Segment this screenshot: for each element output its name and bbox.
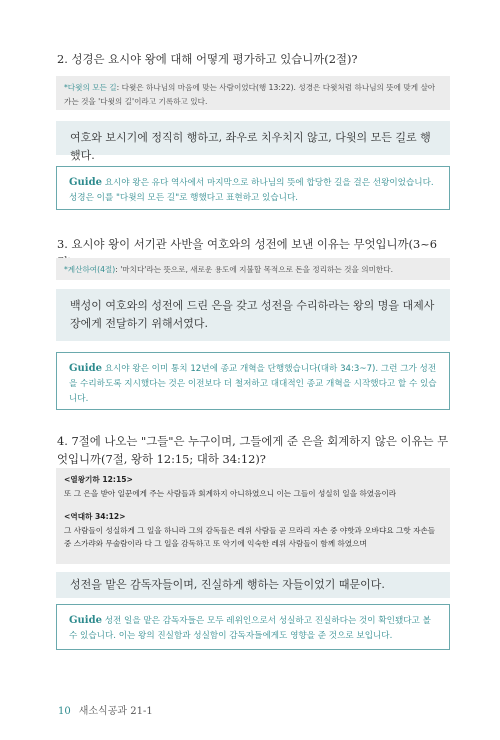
reference-title-1: <열왕기하 12:15> <box>64 475 133 484</box>
guide-label: Guide <box>69 615 102 626</box>
reference-title-2: <역대하 34:12> <box>64 512 126 521</box>
answer-box-q2: 여호와 보시기에 정직히 행하고, 좌우로 치우치지 않고, 다윗의 모든 길로 행했다. <box>56 121 450 155</box>
note-box-q3 <box>56 258 450 280</box>
reference-text-2: 그 사람들이 성실하게 그 일을 하니라 그의 감독들은 레위 사람들 곧 므라리 자손 중 야핫과 오바댜요 그핫 자손들 중 스가랴와 무술람이라 다 그 일을 감독하고 또 악기에 익숙한 레위 사람들이 함께 하였으며 <box>64 525 436 548</box>
note-text: : '마치다'라는 뜻으로, 새로운 용도에 지불할 목적으로 돈을 정리하는 것을 의미한다. <box>115 265 394 274</box>
answer-box-q4: 성전을 맡은 감독자들이며, 진실하게 행하는 자들이었기 때문이다. <box>56 572 450 598</box>
guide-text: 성전 일을 맡은 감독자들은 모두 레위인으로서 성실하고 진실하다는 것이 확인됐다고 볼 수 있습니다. 이는 왕의 진실함과 성실함이 감독자들에게도 영향을 준 것으로 보입니다. <box>69 616 431 641</box>
page-number: 10 <box>58 706 71 717</box>
page-footer <box>58 702 153 717</box>
note-box-q2 <box>56 76 450 110</box>
book-title: 새소식공과 21-1 <box>78 706 153 717</box>
guide-box-q4 <box>56 604 450 650</box>
guide-text: 요시야 왕은 유다 역사에서 마지막으로 하나님의 뜻에 합당한 길을 걸은 선왕이었습니다. 성경은 이를 "다윗의 모든 길"로 행했다고 표현하고 있습니다. <box>69 178 434 203</box>
guide-label: Guide <box>69 363 102 374</box>
guide-text: 요시야 왕은 이미 통치 12년에 종교 개혁을 단행했습니다(대하 34:3~7). 그런 그가 성전을 수리하도록 지시했다는 것은 이전보다 더 철저하고 대대적인 종교 개혁을 시작했다고 할 수 있습니다. <box>69 364 437 404</box>
note-text: : 다윗은 하나님의 마음에 맞는 사람이었다(행 13:22). 성경은 다윗처럼 하나님의 뜻에 맞게 살아가는 것을 '다윗의 길'이라고 기록하고 있다. <box>64 83 436 106</box>
note-term: *계산하여(4절) <box>64 265 116 274</box>
question-3: 3. 요시야 왕이 서기관 사반을 여호와의 성전에 보낸 이유는 무엇입니까(3~6 <box>57 237 438 251</box>
note-term: *다윗의 모든 길 <box>64 83 117 92</box>
reference-text-1: 또 그 은을 받아 일꾼에게 주는 사람들과 회계하지 아니하였으니 이는 그들이 성실히 일을 하였음이라 <box>64 488 397 498</box>
answer-box-q3: 백성이 여호와의 성전에 드린 은을 갖고 성전을 수리하라는 왕의 명을 대제사장에게 전달하기 위해서였다. <box>56 289 450 341</box>
question-4: 4. 7절에 나오는 "그들"은 누구이며, 그들에게 준 은을 회계하지 않은 이유는 무엇입니까(7절, 왕하 12:15; 대하 34:12)? <box>57 434 449 466</box>
guide-label: Guide <box>69 177 102 188</box>
question-2: 2. 성경은 요시야 왕에 대해 어떻게 평가하고 있습니까(2절)? <box>57 52 358 66</box>
reference-box-q4 <box>56 468 450 564</box>
guide-box-q2 <box>56 166 450 210</box>
guide-box-q3 <box>56 352 450 410</box>
